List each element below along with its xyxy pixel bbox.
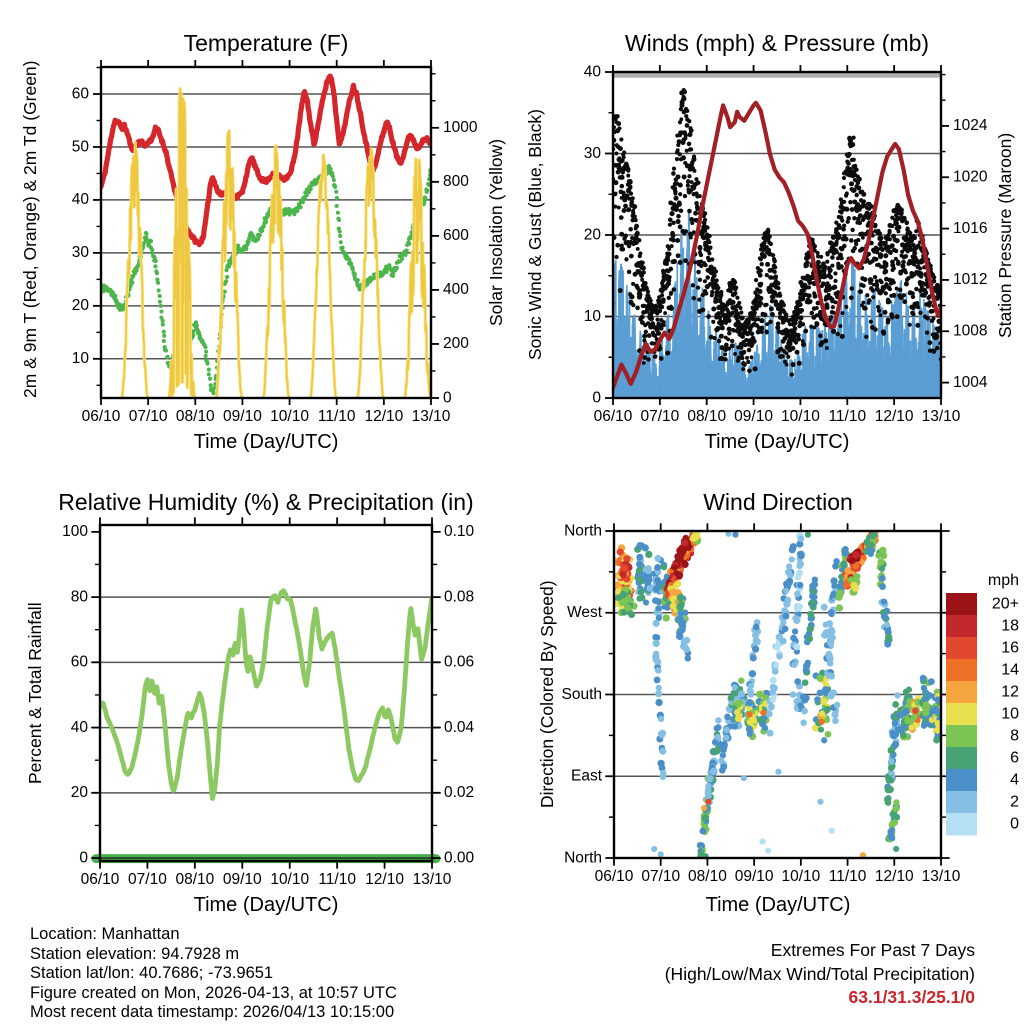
xaxis-label-winds-pressure: Time (Day/UTC): [704, 431, 850, 453]
extremes-subtitle: (High/Low/Max Wind/Total Precipitation): [664, 963, 975, 984]
chart-title-winds-pressure: Winds (mph) & Pressure (mb): [624, 30, 930, 56]
extremes-block: [665, 939, 975, 1010]
yaxis-label-direction-left: Direction (Colored By Speed): [537, 580, 557, 809]
chart-title-wind-direction: Wind Direction: [703, 489, 853, 515]
station-location-line: Location: Manhattan: [30, 925, 180, 943]
xaxis-label-temperature: Time (Day/UTC): [193, 431, 339, 453]
yaxis-label-solar-right: Solar Insolation (Yellow): [486, 138, 506, 327]
yaxis-label-humidity-left: Percent & Total Rainfall: [25, 602, 45, 784]
chart-title-humidity-precip: Relative Humidity (%) & Precipitation (in): [58, 489, 474, 515]
yaxis-label-wind-left: Sonic Wind & Gust (Blue, Black): [525, 109, 545, 361]
yaxis-label-pressure-right: Station Pressure (Maroon): [995, 132, 1015, 338]
xaxis-label-humidity-precip: Time (Day/UTC): [193, 894, 339, 916]
xaxis-label-wind-direction: Time (Day/UTC): [705, 894, 851, 916]
yaxis-label-temp-left: 2m & 9m T (Red, Orange) & 2m Td (Green): [20, 60, 40, 398]
station-latlon-line: Station lat/lon: 40.7686; -73.9651: [30, 964, 274, 983]
station-elevation-line: Station elevation: 94.7928 m: [30, 944, 240, 963]
station-info-block: [30, 925, 397, 1023]
data-timestamp-line: Most recent data timestamp: 2026/04/13 10:15:00: [30, 1003, 395, 1022]
chart-title-temperature: Temperature (F): [183, 30, 349, 56]
extremes-values: 63.1/31.3/25.1/0: [848, 987, 975, 1008]
figure-created-line: Figure created on Mon, 2026-04-13, at 10:57 UTC: [30, 983, 397, 1002]
extremes-title: Extremes For Past 7 Days: [770, 940, 975, 960]
